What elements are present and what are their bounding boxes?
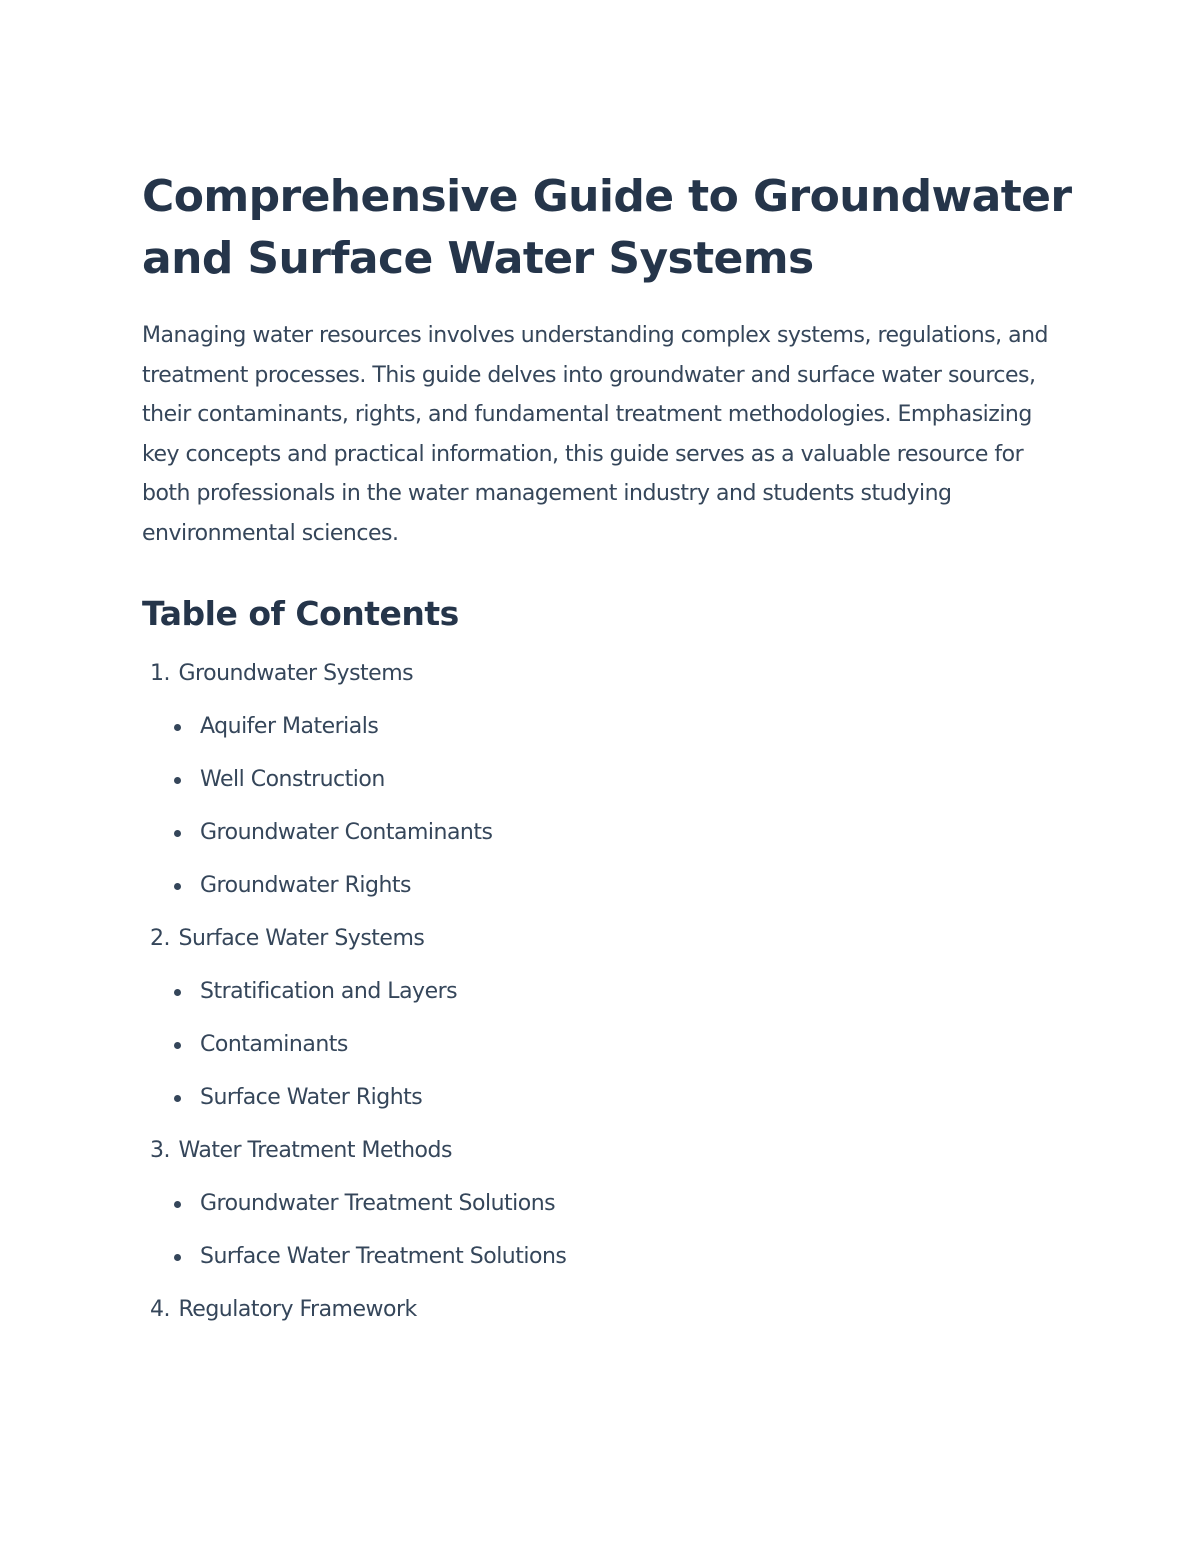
- toc-subitem: [142, 972, 1072, 1025]
- toc-section-title: [142, 919, 1072, 972]
- toc-section-number: 2.: [150, 925, 170, 951]
- toc-sublist: [142, 972, 1072, 1131]
- bullet-icon: [174, 883, 181, 890]
- toc-section-number: 3.: [150, 1137, 170, 1163]
- toc-subitem-label: Groundwater Treatment Solutions: [200, 1190, 556, 1216]
- toc-sublist: [142, 1184, 1072, 1290]
- page-title: Comprehensive Guide to Groundwater and Surface Water Systems: [142, 171, 1072, 284]
- bullet-icon: [174, 989, 181, 996]
- toc-subitem-label: Surface Water Treatment Solutions: [200, 1243, 567, 1269]
- bullet-icon: [174, 1254, 181, 1261]
- toc-section-water-treatment-methods: [142, 1131, 1072, 1290]
- bullet-icon: [174, 777, 181, 784]
- toc-subitem-label: Groundwater Rights: [200, 872, 411, 898]
- toc-subitem: [142, 866, 1072, 919]
- bullet-icon: [174, 1042, 181, 1049]
- toc-subitem: [142, 1184, 1072, 1237]
- table-of-contents: [142, 654, 1072, 1343]
- intro-paragraph: Managing water resources involves understanding complex systems, regulations, and treatment processes. This guide delves into groundwater and surface water sources, their contaminants, rights, and fundamental treatment methodologies. Emphasizing key concepts and practical information, this guide serves as a valuable resource for both professionals in the water management industry and students studying environmental sciences.: [142, 323, 1049, 546]
- toc-subitem: [142, 813, 1072, 866]
- bullet-icon: [174, 1201, 181, 1208]
- document-page: [142, 166, 1072, 1343]
- toc-section-title: [142, 654, 1072, 707]
- bullet-icon: [174, 724, 181, 731]
- toc-subitem-label: Aquifer Materials: [200, 713, 379, 739]
- toc-subitem-label: Surface Water Rights: [200, 1084, 423, 1110]
- toc-subitem: [142, 1237, 1072, 1290]
- toc-subitem-label: Groundwater Contaminants: [200, 819, 493, 845]
- toc-section-surface-water-systems: [142, 919, 1072, 1131]
- toc-section-title: [142, 1290, 1072, 1343]
- toc-subitem: [142, 760, 1072, 813]
- toc-section-label: Water Treatment Methods: [178, 1137, 452, 1163]
- toc-sublist: [142, 707, 1072, 919]
- toc-section-number: 1.: [150, 660, 170, 686]
- toc-section-label: Surface Water Systems: [178, 925, 425, 951]
- toc-section-label: Regulatory Framework: [178, 1296, 417, 1322]
- toc-section-regulatory-framework: [142, 1290, 1072, 1343]
- toc-subitem: [142, 1078, 1072, 1131]
- toc-subitem-label: Stratification and Layers: [200, 978, 458, 1004]
- toc-section-number: 4.: [150, 1296, 170, 1322]
- toc-subitem-label: Well Construction: [200, 766, 385, 792]
- toc-subitem-label: Contaminants: [200, 1031, 348, 1057]
- toc-section-label: Groundwater Systems: [178, 660, 414, 686]
- bullet-icon: [174, 830, 181, 837]
- toc-heading: Table of Contents: [142, 593, 459, 633]
- toc-section-title: [142, 1131, 1072, 1184]
- toc-subitem: [142, 1025, 1072, 1078]
- toc-subitem: [142, 707, 1072, 760]
- bullet-icon: [174, 1095, 181, 1102]
- toc-section-groundwater-systems: [142, 654, 1072, 919]
